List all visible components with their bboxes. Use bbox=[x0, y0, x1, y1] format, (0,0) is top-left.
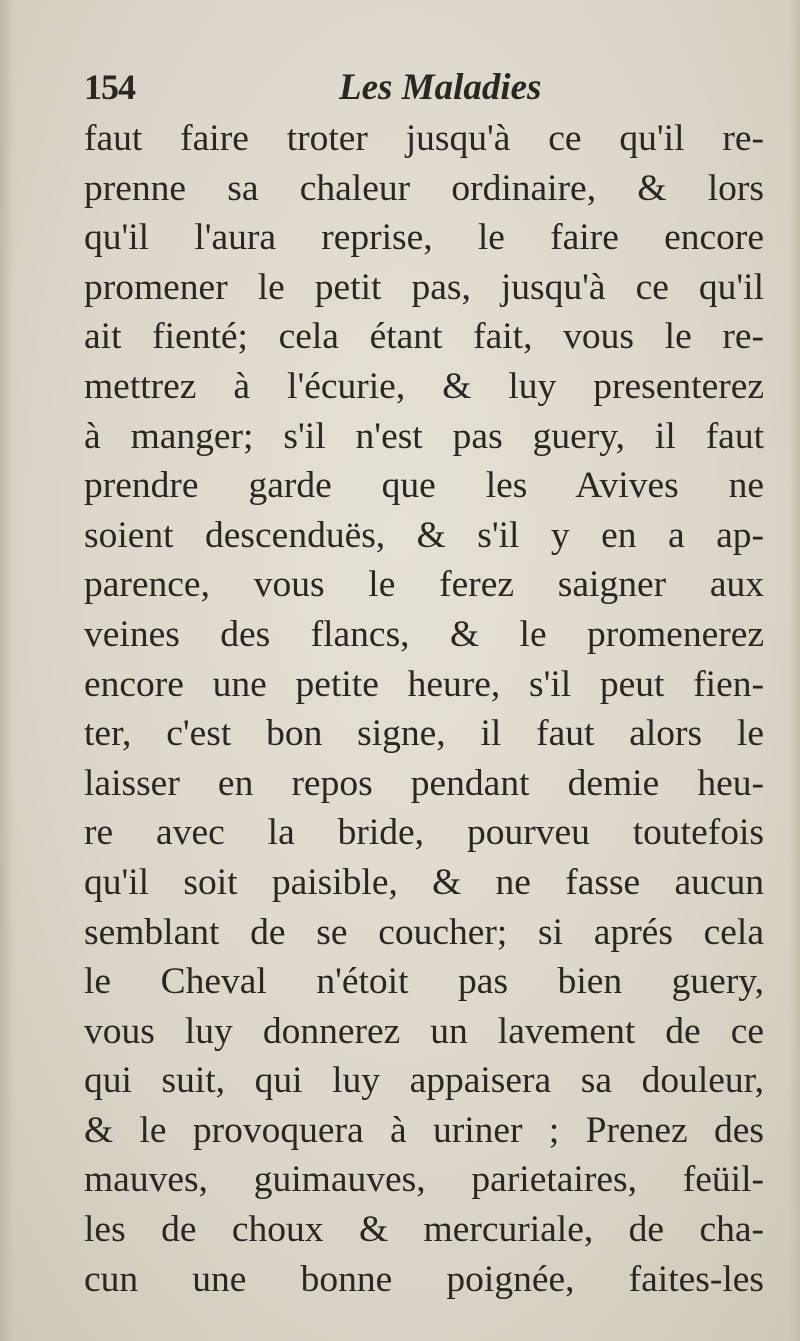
text-line: ter, c'est bon signe, il faut alors le bbox=[84, 713, 764, 755]
text-line: re avec la bride, pourveu toutefois bbox=[84, 812, 764, 854]
text-line: encore une petite heure, s'il peut fien- bbox=[84, 663, 764, 705]
text-line: mauves, guimauves, parietaires, feüil- bbox=[84, 1159, 764, 1201]
text-line: soient descenduës, & s'il y en a ap- bbox=[84, 514, 764, 556]
body-text bbox=[84, 114, 764, 1304]
text-line: qui suit, qui luy appaisera sa douleur, bbox=[84, 1060, 764, 1102]
page-left-shadow bbox=[0, 0, 14, 1341]
page-right-shadow bbox=[790, 0, 800, 1341]
text-line: ait fienté; cela étant fait, vous le re- bbox=[84, 316, 764, 358]
text-line: les de choux & mercuriale, de cha- bbox=[84, 1209, 764, 1251]
text-line: promener le petit pas, jusqu'à ce qu'il bbox=[84, 266, 764, 308]
text-line: semblant de se coucher; si aprés cela bbox=[84, 911, 764, 953]
text-line: prendre garde que les Avives ne bbox=[84, 465, 764, 507]
running-title: Les Maladies bbox=[339, 67, 542, 108]
text-line: le Cheval n'étoit pas bien guery, bbox=[84, 961, 764, 1003]
text-line: mettrez à l'écurie, & luy presenterez bbox=[84, 365, 764, 407]
text-line: qu'il l'aura reprise, le faire encore bbox=[84, 217, 764, 259]
text-line: qu'il soit paisible, & ne fasse aucun bbox=[84, 861, 764, 903]
text-line: vous luy donnerez un lavement de ce bbox=[84, 1010, 764, 1052]
text-line: laisser en repos pendant demie heu- bbox=[84, 762, 764, 804]
text-line: prenne sa chaleur ordinaire, & lors bbox=[84, 167, 764, 209]
page-header bbox=[84, 58, 734, 108]
text-line: faut faire troter jusqu'à ce qu'il re- bbox=[84, 118, 764, 159]
text-line: & le provoquera à uriner ; Prenez des bbox=[84, 1109, 764, 1151]
text-line: veines des flancs, & le promenerez bbox=[84, 613, 764, 655]
page-number: 154 bbox=[84, 67, 135, 107]
text-line: parence, vous le ferez saigner aux bbox=[84, 564, 764, 606]
text-line: cun une bonne poignée, faites-les bbox=[84, 1258, 764, 1300]
text-line: à manger; s'il n'est pas guery, il faut bbox=[84, 415, 764, 457]
